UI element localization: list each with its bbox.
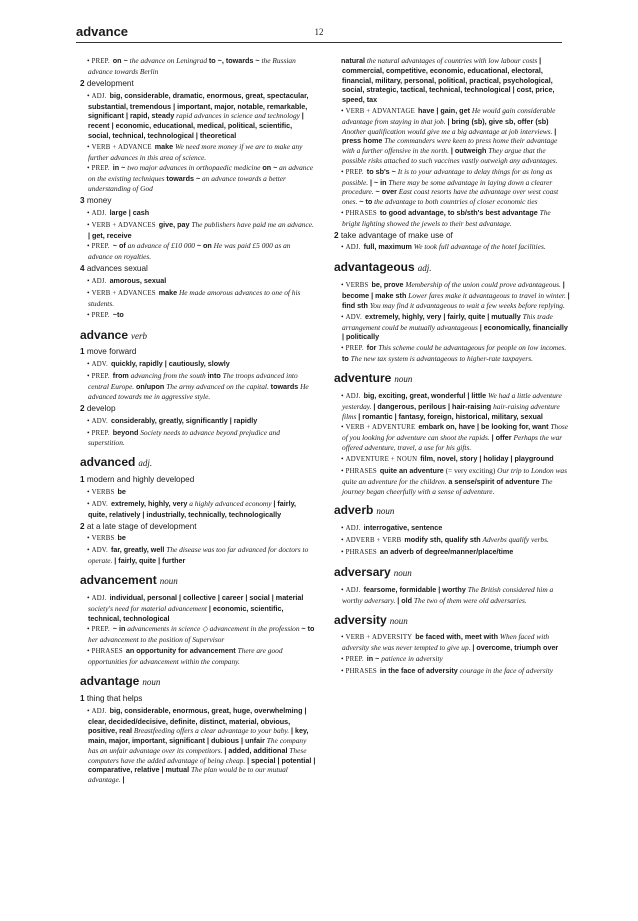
collocation-block: • PREP. ~ of an advance of £10 000 ~ on He was paid £5 000 as an advance on royalties. xyxy=(87,241,291,262)
collocation-label: PREP. xyxy=(91,626,110,634)
sense-number: 1 xyxy=(80,475,87,485)
collocation-block: • VERB + ADVANTAGE have | gain, get He would gain considerable advantage from staying in that job. | bring (sb), give sb, offer (sb) Another qualification would give me a big advantage at job interviews. | press home The commanders were keen to press home their advantage with a further offensive in the north. | outweigh They argue that the possible risks attached to such vaccines vastly outweigh any advantages. xyxy=(341,105,558,165)
collocation-block: • PREP. in ~ two major advances in orthopaedic medicine on ~ an advance on the existing techniques towards ~ an advance towards a better understanding of God xyxy=(87,163,314,194)
collocation-label: ADJ. xyxy=(91,594,107,602)
sense-text: thing that helps xyxy=(86,693,143,703)
collocation-block: • PREP. for This scheme could be advantageous for people on low incomes. to The new tax system is advantageous to higher-rate taxpayers. xyxy=(341,343,567,364)
collocation-block: • ADJ. interrogative, sentence xyxy=(341,523,443,533)
running-header xyxy=(76,22,562,43)
collocation-label: ADV. xyxy=(345,313,362,321)
collocation-block: • PREP. from advancing from the south into The troops advanced into central Europe. on/upon The army advanced on the capital. towards He advanced towards me in aggressive style. xyxy=(87,371,309,401)
sense-heading xyxy=(80,196,316,207)
collocation-label: PHRASES xyxy=(345,668,377,676)
left-column xyxy=(80,56,316,786)
collocation-label: PREP. xyxy=(345,656,364,664)
collocation-block: • ADJ. individual, personal | collective | career | social | material society's need for material advancement | economic, scientific, technical, technological xyxy=(87,592,304,623)
collocation-label: PREP. xyxy=(345,168,364,176)
part-of-speech: noun xyxy=(142,676,161,687)
sense-number: 3 xyxy=(80,195,87,205)
collocation-label: ADV. xyxy=(91,417,108,425)
headword-text: advance xyxy=(80,327,129,342)
collocation-block: • PHRASES quite an adventure (= very exciting) Our trip to London was quite an adventure for the children. a sense/spirit of adventure The journey began cheerfully with a sense of adventure. xyxy=(341,465,567,496)
entry-headword xyxy=(80,573,316,589)
part-of-speech: noun xyxy=(394,373,413,384)
sense-heading xyxy=(80,79,316,90)
part-of-speech: adj. xyxy=(417,263,432,274)
collocation-block: • ADJ. large | cash xyxy=(87,207,150,217)
sense-heading xyxy=(80,694,316,705)
collocation-label: PREP. xyxy=(91,58,110,65)
page-number: 12 xyxy=(314,27,324,38)
collocation-label: PREP. xyxy=(91,165,110,173)
running-headword: advance xyxy=(76,23,129,39)
collocation-label: PREP. xyxy=(91,429,110,437)
collocation-block: • VERB + ADVANCE make We need more money if we are to make any further advances in this area of science. xyxy=(87,141,303,162)
collocation-block: • PHRASES to good advantage, to sb/sth's best advantage The bright lighting showed the jewels to their best advantage. xyxy=(341,207,551,228)
collocation-block: • VERBS be xyxy=(87,533,126,543)
collocation-block: • ADV. extremely, highly, very a highly advanced economy | fairly, quite, relatively | industrially, technically, technologically xyxy=(87,498,297,519)
collocation-label: ADJ. xyxy=(345,392,361,400)
entry-headword xyxy=(334,260,570,276)
collocation-block: • ADVERB + VERB modify sth, qualify sth Adverbs qualify verbs. xyxy=(341,535,549,545)
entry-headword xyxy=(80,674,316,690)
sense-number: 2 xyxy=(80,78,87,88)
collocation-block: • ADJ. amorous, sexual xyxy=(87,275,167,285)
sense-number: 2 xyxy=(334,230,341,240)
collocation-label: ADJ. xyxy=(91,707,107,715)
sense-text: advances sexual xyxy=(86,264,148,274)
collocation-label: VERBS xyxy=(91,535,115,543)
collocation-block: • PREP. ~ in advancements in science ◇ advancement in the profession ~ to her advancement to the position of Supervisor xyxy=(87,624,315,645)
sense-number: 1 xyxy=(80,347,87,357)
collocation-block: • ADJ. full, maximum We took full advantage of the hotel facilities. xyxy=(341,242,546,252)
collocation-block: • VERB + ADVANCES make He made amorous advances to one of his students. xyxy=(87,287,301,308)
collocation-label: ADV. xyxy=(91,500,108,508)
collocation-label: ADV. xyxy=(91,547,108,555)
entry-headword xyxy=(334,503,570,519)
collocation-label: VERB + ADVENTURE xyxy=(345,424,416,432)
part-of-speech: noun xyxy=(376,506,395,517)
collocation-block: • ADVENTURE + NOUN film, novel, story | holiday | playground xyxy=(341,453,554,463)
headword-text: advantage xyxy=(80,673,140,688)
sense-number: 1 xyxy=(80,693,87,703)
headword-text: advantageous xyxy=(334,260,415,275)
collocation-label: PREP. xyxy=(91,243,110,251)
part-of-speech: noun xyxy=(159,576,178,587)
collocation-label: ADJ. xyxy=(91,209,107,217)
collocation-label: PREP. xyxy=(91,373,110,381)
entry-headword xyxy=(334,565,570,581)
collocation-block: • VERB + ADVANCES give, pay The publishers have paid me an advance. | get, receive xyxy=(87,219,314,240)
collocation-block: • ADV. quickly, rapidly | cautiously, slowly xyxy=(87,359,230,369)
sense-heading xyxy=(80,522,316,533)
sense-text: move forward xyxy=(86,347,137,357)
collocation-label: VERB + ADVERSITY xyxy=(345,634,413,642)
collocation-block: • PREP. in ~ patience in adversity xyxy=(341,654,443,664)
sense-heading xyxy=(80,475,316,486)
sense-text: take advantage of make use of xyxy=(340,230,453,240)
collocation-label: ADJ. xyxy=(345,525,361,533)
headword-text: adventure xyxy=(334,370,392,385)
headword-text: adverb xyxy=(334,503,374,518)
continued-collocations: natural the natural advantages of countries with low labour costs | commercial, competitive, economic, educational, electoral, financial, military, personal, political, practical, psychological, social, strategic, tactical, technical, technological | cost, price, speed, tax xyxy=(341,56,555,105)
collocation-label: ADJ. xyxy=(91,92,107,100)
collocation-label: PHRASES xyxy=(345,549,377,557)
collocation-label: ADV. xyxy=(91,361,108,369)
collocation-block: • ADV. far, greatly, well The disease was too far advanced for doctors to operate. | fairly, quite | further xyxy=(87,545,309,566)
sense-number: 2 xyxy=(80,403,87,413)
entry-headword xyxy=(334,613,570,629)
collocation-block: • ADJ. big, considerable, enormous, great, huge, overwhelming | clear, decided/decisive, definite, distinct, material, obvious, positive, real Breastfeeding offers a clear advantage to your baby. | key, main, major, important, significant | dubious | unfair The company has an unfair advantage over its competitors. | added, additional These computers have the added advantage of being cheap. | special | potential | comparative, relative | mutual The plan would be to our mutual advantage. | xyxy=(87,705,316,785)
collocation-label: ADJ. xyxy=(91,277,107,285)
collocation-block: • PHRASES an opportunity for advancement There are good opportunities for advancement within the company. xyxy=(87,646,283,667)
sense-number: 4 xyxy=(80,264,87,274)
collocation-block: • ADJ. fearsome, formidable | worthy The British considered him a worthy adversary. | old The two of them were old adversaries. xyxy=(341,584,554,605)
collocation-block: • ADV. considerably, greatly, significantly | rapidly xyxy=(87,415,258,425)
sense-heading xyxy=(334,231,570,242)
collocation-block: • PHRASES an adverb of degree/manner/place/time xyxy=(341,547,514,557)
entry-headword xyxy=(80,328,316,344)
sense-heading xyxy=(80,347,316,358)
collocation-label: PREP. xyxy=(91,311,110,319)
headword-text: adversary xyxy=(334,565,391,580)
part-of-speech: adj. xyxy=(138,458,153,469)
collocation-block: • VERBS be, prove Membership of the union could prove advantageous. | become | make sth Lower fares make it advantageous to travel in winter. | find sth You may find it advantageous to wait a few weeks before replying. xyxy=(341,280,570,310)
collocation-block: • PHRASES in the face of adversity courage in the face of adversity xyxy=(341,666,553,676)
collocation-label: VERBS xyxy=(345,282,369,290)
collocation-block: • PREP. to sb's ~ It is to your advantage to delay things for as long as possible. | ~ in There may be some advantage in laying down a clearer procedure. ~ over East coast resorts have the advantage over west coast ones. ~ to the advantage to both countries of closer economic ties xyxy=(341,166,559,207)
collocation-block: • VERBS be xyxy=(87,486,126,496)
part-of-speech: verb xyxy=(131,330,148,341)
collocation-label: ADVERB + VERB xyxy=(345,537,402,545)
part-of-speech: noun xyxy=(389,615,408,626)
sense-heading xyxy=(80,404,316,415)
collocation-block: • PREP. on ~ the advance on Leningrad to ~, towards ~ the Russian advance towards Berlin xyxy=(87,56,296,76)
collocation-label: ADVENTURE + NOUN xyxy=(345,455,418,463)
collocation-block: • ADJ. big, considerable, dramatic, enormous, great, spectacular, substantial, tremendous | important, major, notable, remarkable, significant | rapid, steady rapid advances in science and technology | recent | economic, educational, medical, political, scientific, social, technical, technological | theoretical xyxy=(87,90,309,140)
collocation-block: • ADV. extremely, highly, very | fairly, quite | mutually This trade arrangement could be mutually advantageous | economically, financially | politically xyxy=(341,311,568,342)
headword-text: advancement xyxy=(80,573,157,588)
collocation-block: • PREP. ~to xyxy=(87,309,124,319)
entry-headword xyxy=(334,371,570,387)
collocation-label: VERB + ADVANTAGE xyxy=(345,107,416,115)
sense-text: modern and highly developed xyxy=(86,475,195,485)
collocation-label: VERB + ADVANCES xyxy=(91,221,156,229)
collocation-label: PHRASES xyxy=(91,648,123,656)
headword-text: advanced xyxy=(80,455,136,470)
collocation-block: • VERB + ADVENTURE embark on, have | be looking for, want Those of you looking for adventure can shoot the rapids. | offer Perhaps the war offered adventure, travel, a use for his gifts. xyxy=(341,422,569,453)
sense-heading xyxy=(80,264,316,275)
collocation-label: PHRASES xyxy=(345,467,377,475)
part-of-speech: noun xyxy=(393,568,412,579)
headword-text: adversity xyxy=(334,612,387,627)
collocation-label: VERB + ADVANCES xyxy=(91,289,156,297)
collocation-label: ADJ. xyxy=(345,244,361,252)
collocation-label: VERBS xyxy=(91,488,115,496)
collocation-label: PREP. xyxy=(345,345,364,353)
sense-text: develop xyxy=(86,403,116,413)
sense-number: 2 xyxy=(80,521,87,531)
collocation-label: VERB + ADVANCE xyxy=(91,143,152,151)
collocation-label: ADJ. xyxy=(345,586,361,594)
sense-text: money xyxy=(86,195,112,205)
collocation-label: PHRASES xyxy=(345,209,377,217)
collocation-block: • ADJ. big, exciting, great, wonderful | little We had a little adventure yesterday. | dangerous, perilous | hair-raising hair-raising adventure films | romantic | fantasy, foreign, historical, military, sexual xyxy=(341,390,562,421)
collocation-block: • PREP. beyond Society needs to advance beyond prejudice and superstition. xyxy=(87,427,280,448)
sense-text: at a late stage of development xyxy=(86,521,197,531)
collocation-block: • VERB + ADVERSITY be faced with, meet with When faced with adversity she was never tempted to give up. | overcome, triumph over xyxy=(341,632,559,653)
entry-headword xyxy=(80,455,316,471)
right-column xyxy=(334,56,570,678)
sense-text: development xyxy=(86,78,134,88)
